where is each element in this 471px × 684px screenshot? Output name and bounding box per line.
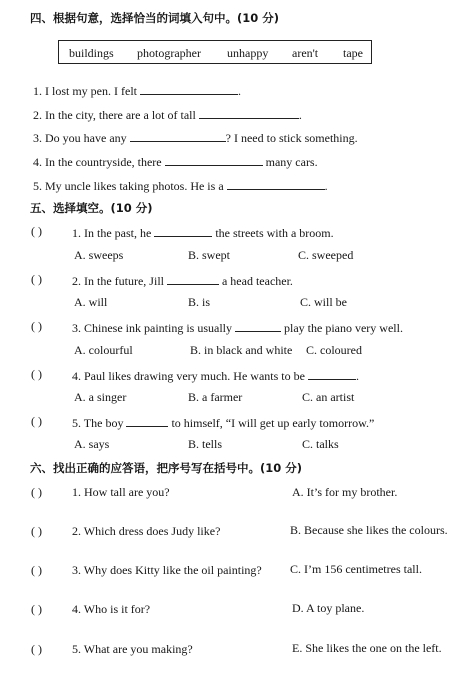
match-question: 5. What are you making? — [72, 642, 193, 656]
question-text: 1. I lost my pen. I felt — [33, 84, 137, 98]
option-a: A. sweeps — [74, 248, 124, 262]
question-text-end: ? I need to stick something. — [225, 131, 358, 145]
question-text: 3. Do you have any — [33, 131, 127, 145]
option-c: C. coloured — [306, 343, 362, 357]
option-c: C. an artist — [302, 390, 355, 404]
question-text: 4. In the countryside, there — [33, 155, 162, 169]
answer-blank[interactable] — [199, 106, 299, 119]
option-b: B. tells — [188, 437, 223, 451]
option-a: A. a singer — [74, 390, 127, 404]
answer-parentheses[interactable]: ( ) — [31, 272, 42, 286]
answer-blank[interactable] — [130, 129, 226, 142]
question-text: 4. Paul likes drawing very much. He wants to be — [72, 369, 305, 383]
option-a: A. colourful — [74, 343, 133, 357]
choice-question — [72, 272, 293, 289]
option-c: C. will be — [300, 295, 347, 309]
answer-parentheses[interactable]: ( ) — [31, 642, 42, 656]
answer-parentheses[interactable]: ( ) — [31, 224, 42, 238]
option-c: C. talks — [302, 437, 339, 451]
question-text-end: . — [355, 369, 359, 383]
match-answer: A. It’s for my brother. — [292, 485, 398, 499]
word-bank-box — [58, 40, 372, 64]
fill-question — [33, 106, 302, 123]
question-text-end: the streets with a broom. — [215, 226, 334, 240]
answer-parentheses[interactable]: ( ) — [31, 563, 42, 577]
answer-blank[interactable] — [227, 177, 325, 190]
match-answer: E. She likes the one on the left. — [292, 641, 442, 655]
section4-heading: 四、根据句意，选择恰当的词填入句中。(10 分) — [30, 11, 280, 25]
option-a: A. says — [74, 437, 110, 451]
question-text: 2. In the future, Jill — [72, 274, 164, 288]
answer-parentheses[interactable]: ( ) — [31, 319, 42, 333]
answer-parentheses[interactable]: ( ) — [31, 367, 42, 381]
choice-question — [72, 414, 374, 431]
match-answer: B. Because she likes the colours. — [290, 523, 448, 537]
option-b: B. a farmer — [188, 390, 243, 404]
question-text: 1. In the past, he — [72, 226, 152, 240]
match-question: 4. Who is it for? — [72, 602, 151, 616]
option-b: B. in black and white — [190, 343, 293, 357]
match-question: 3. Why does Kitty like the oil painting? — [72, 563, 262, 577]
choice-question — [72, 319, 403, 336]
question-text-end: . — [298, 108, 302, 122]
fill-question — [33, 82, 241, 99]
question-text-end: play the piano very well. — [284, 321, 403, 335]
question-text: 5. The boy — [72, 416, 124, 430]
answer-blank[interactable] — [235, 319, 281, 332]
answer-parentheses[interactable]: ( ) — [31, 524, 42, 538]
answer-blank[interactable] — [167, 272, 219, 285]
answer-blank[interactable] — [308, 367, 356, 380]
match-answer: C. I’m 156 centimetres tall. — [290, 562, 422, 576]
answer-blank[interactable] — [126, 414, 168, 427]
choice-question — [72, 367, 359, 384]
question-text-end: . — [237, 84, 241, 98]
question-text: 5. My uncle likes taking photos. He is a — [33, 179, 224, 193]
word-bank-item: tape — [343, 46, 363, 60]
match-question: 1. How tall are you? — [72, 485, 170, 499]
question-text-end: to himself, “I will get up early tomorrow.” — [171, 416, 375, 430]
word-bank-item: unhappy — [227, 46, 269, 60]
match-question: 2. Which dress does Judy like? — [72, 524, 221, 538]
question-text: 2. In the city, there are a lot of tall — [33, 108, 196, 122]
fill-question — [33, 153, 318, 170]
option-b: B. swept — [188, 248, 230, 262]
answer-blank[interactable] — [140, 82, 238, 95]
word-bank-item: aren't — [292, 46, 319, 60]
word-bank-item: photographer — [137, 46, 201, 60]
option-a: A. will — [74, 295, 108, 309]
question-text-end: many cars. — [265, 155, 318, 169]
answer-parentheses[interactable]: ( ) — [31, 414, 42, 428]
section6-heading: 六、找出正确的应答语，把序号写在括号中。(10 分) — [30, 461, 303, 475]
choice-question — [72, 224, 334, 241]
answer-blank[interactable] — [165, 153, 263, 166]
question-text-end: a head teacher. — [221, 274, 293, 288]
option-b: B. is — [188, 295, 211, 309]
question-text: 3. Chinese ink painting is usually — [72, 321, 232, 335]
fill-question — [33, 177, 328, 194]
section5-heading: 五、选择填空。(10 分) — [30, 201, 153, 215]
answer-parentheses[interactable]: ( ) — [31, 485, 42, 499]
answer-parentheses[interactable]: ( ) — [31, 602, 42, 616]
match-answer: D. A toy plane. — [292, 601, 365, 615]
option-c: C. sweeped — [298, 248, 354, 262]
question-text-end: . — [324, 179, 328, 193]
answer-blank[interactable] — [154, 224, 212, 237]
word-bank-item: buildings — [69, 46, 114, 60]
fill-question — [33, 129, 358, 146]
